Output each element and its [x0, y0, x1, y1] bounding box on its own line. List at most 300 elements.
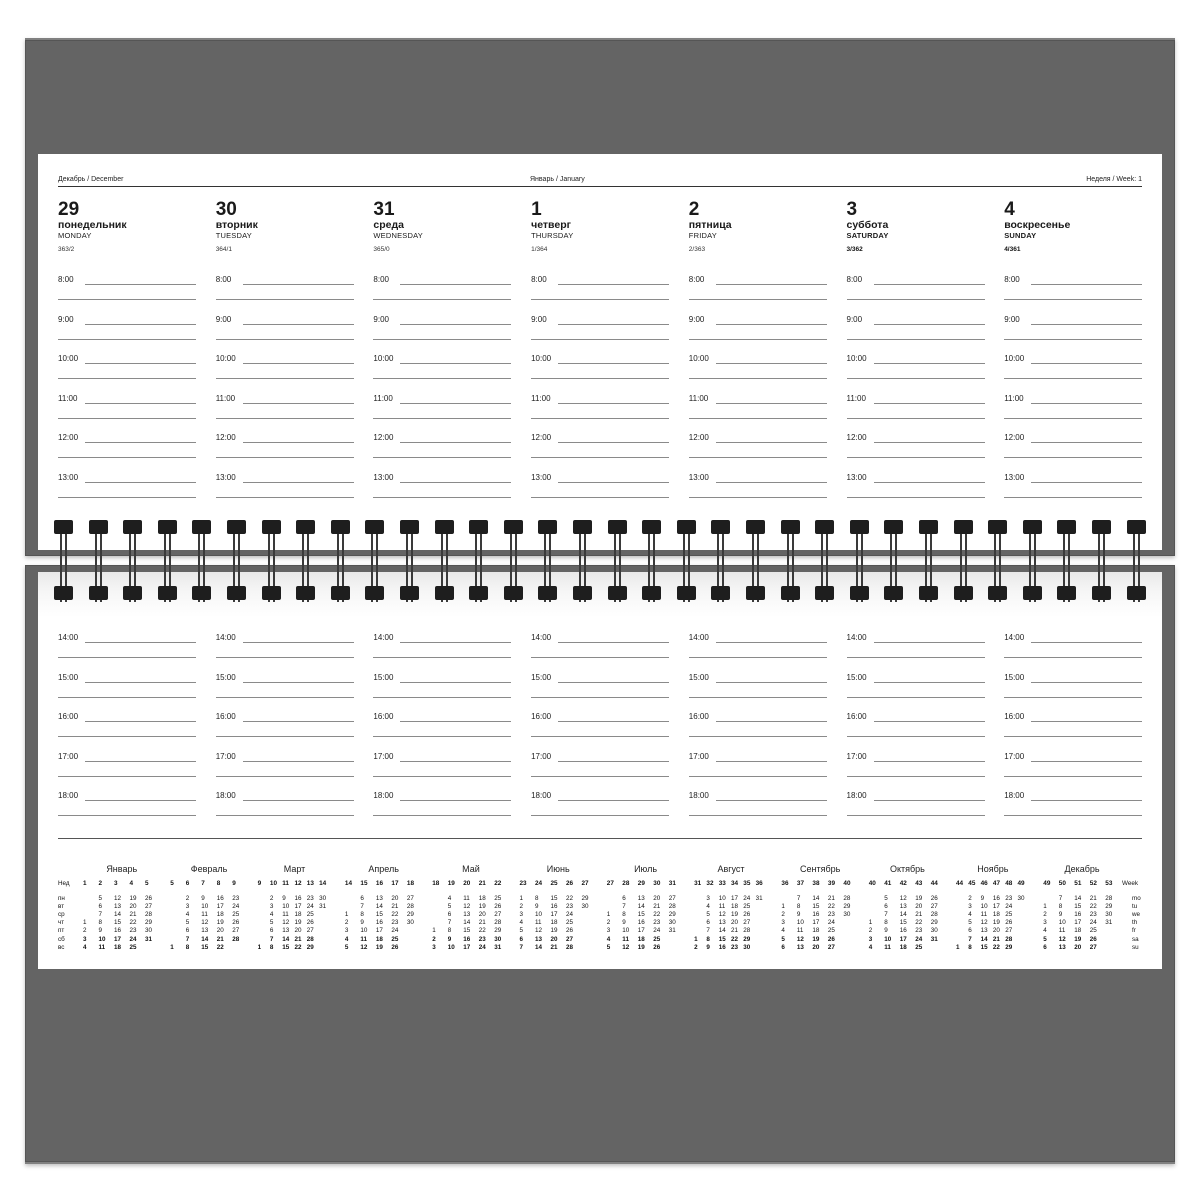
time-slot[interactable] — [373, 394, 511, 434]
time-slot[interactable] — [216, 433, 354, 473]
time-slot[interactable] — [373, 752, 511, 792]
time-label: 18:00 — [215, 791, 236, 800]
time-slot[interactable] — [58, 633, 196, 673]
time-slot[interactable] — [216, 354, 354, 394]
time-slot[interactable] — [847, 433, 985, 473]
week-number: 1 — [83, 880, 87, 887]
calendar-day: 20 — [294, 927, 302, 935]
calendar-day: 15 — [463, 927, 471, 935]
week-number: 31 — [694, 880, 702, 887]
time-slot[interactable] — [373, 673, 511, 713]
time-label: 14:00 — [688, 633, 709, 642]
time-slot[interactable] — [689, 394, 827, 434]
day-of-year-counter: 365/0 — [373, 246, 390, 253]
writing-line — [1004, 657, 1142, 658]
time-slot[interactable] — [847, 673, 985, 713]
binding-ring — [925, 520, 932, 610]
time-slot[interactable] — [1004, 433, 1142, 473]
day-header — [58, 200, 196, 253]
calendar-day: 10 — [622, 927, 630, 935]
time-slot[interactable] — [373, 712, 511, 752]
calendar-day: 26 — [827, 935, 835, 943]
writing-line — [689, 815, 827, 816]
calendar-day: 26 — [1005, 919, 1013, 927]
calendar-day: 2 — [432, 935, 436, 943]
week-number: 13 — [306, 880, 314, 887]
calendar-day: 29 — [581, 895, 589, 902]
calendar-day: 28 — [743, 927, 751, 935]
calendar-day: 12 — [535, 927, 543, 935]
time-slot[interactable] — [847, 315, 985, 355]
calendar-day: 22 — [992, 943, 1000, 951]
time-slot[interactable] — [1004, 315, 1142, 355]
time-slot[interactable] — [531, 394, 669, 434]
time-slot[interactable] — [58, 752, 196, 792]
time-slot[interactable] — [531, 473, 669, 513]
week-number: 9 — [232, 880, 236, 887]
calendar-day: 2 — [185, 895, 190, 902]
calendar-day: 21 — [294, 935, 302, 943]
calendar-day: 18 — [550, 919, 558, 927]
writing-line — [373, 299, 511, 300]
time-slot[interactable] — [531, 752, 669, 792]
time-slot[interactable] — [847, 712, 985, 752]
week-number: 50 — [1058, 880, 1066, 887]
writing-line — [558, 284, 669, 285]
calendar-day: 7 — [968, 935, 972, 943]
time-slot[interactable] — [689, 791, 827, 831]
time-slot[interactable] — [373, 354, 511, 394]
time-slot[interactable] — [847, 394, 985, 434]
time-label: 14:00 — [373, 633, 394, 642]
week-number-label: Неделя / Week: 1 — [1086, 176, 1142, 183]
calendar-day: 14 — [637, 903, 645, 911]
week-number: 22 — [494, 880, 502, 887]
time-slot[interactable] — [216, 752, 354, 792]
writing-line — [1031, 721, 1142, 722]
calendar-day: 30 — [843, 911, 851, 919]
calendar-day: 3 — [519, 911, 524, 919]
week-number: 25 — [550, 880, 558, 887]
calendar-day: 17 — [992, 903, 1000, 911]
time-slot[interactable] — [531, 712, 669, 752]
calendar-day: 14 — [812, 895, 820, 902]
calendar-day: 25 — [494, 895, 502, 902]
time-slot[interactable] — [847, 354, 985, 394]
time-label: 8:00 — [373, 275, 389, 284]
writing-line — [58, 378, 196, 379]
calendar-day: 15 — [718, 935, 726, 943]
week-number: 18 — [406, 880, 414, 887]
calendar-day: 31 — [930, 935, 938, 943]
time-label: 14:00 — [215, 633, 236, 642]
writing-line — [243, 324, 354, 325]
calendar-day: 18 — [637, 935, 645, 943]
week-number: 45 — [968, 880, 976, 887]
time-slot[interactable] — [689, 473, 827, 513]
writing-line — [874, 721, 985, 722]
calendar-day: 13 — [796, 943, 804, 951]
time-slot[interactable] — [531, 354, 669, 394]
calendar-day: 27 — [827, 943, 835, 951]
calendar-day: 20 — [550, 935, 558, 943]
calendar-day: 13 — [637, 895, 645, 902]
calendar-day: 23 — [306, 895, 314, 902]
writing-line — [85, 442, 196, 443]
calendar-day: 16 — [550, 903, 558, 911]
writing-line — [85, 403, 196, 404]
writing-line — [243, 284, 354, 285]
writing-line — [243, 642, 354, 643]
calendar-day: 28 — [232, 935, 240, 943]
calendar-day: 26 — [232, 919, 240, 927]
calendar-day: 28 — [843, 895, 851, 902]
calendar-day: 11 — [796, 927, 804, 935]
calendar-day: 23 — [915, 927, 923, 935]
binding-ring — [268, 520, 275, 610]
time-slot[interactable] — [58, 433, 196, 473]
calendar-day: 22 — [915, 919, 923, 927]
time-slot[interactable] — [689, 354, 827, 394]
time-label: 14:00 — [58, 633, 79, 642]
writing-line — [243, 721, 354, 722]
week-number: 49 — [1043, 880, 1051, 887]
writing-line — [373, 815, 511, 816]
month-name: Сентябрь — [799, 864, 841, 874]
calendar-day: 2 — [344, 919, 349, 927]
time-slot[interactable] — [531, 791, 669, 831]
week-number: 29 — [637, 880, 645, 887]
time-label: 12:00 — [688, 433, 709, 442]
time-slot[interactable] — [216, 712, 354, 752]
week-number: 19 — [447, 880, 455, 887]
calendar-day: 29 — [494, 927, 502, 935]
time-slot[interactable] — [216, 275, 354, 315]
time-slot[interactable] — [216, 633, 354, 673]
calendar-day: 17 — [1074, 919, 1082, 927]
calendar-day: 13 — [1058, 943, 1066, 951]
calendar-day: 1 — [606, 911, 611, 919]
calendar-day: 7 — [1058, 895, 1063, 902]
calendar-day: 14 — [114, 911, 122, 919]
calendar-day: 4 — [606, 935, 611, 943]
time-label: 9:00 — [215, 314, 232, 324]
calendar-day: 20 — [478, 911, 486, 919]
calendar-day: 27 — [668, 895, 676, 902]
week-number: 18 — [432, 880, 440, 887]
time-slot[interactable] — [1004, 673, 1142, 713]
calendar-day: 25 — [827, 927, 835, 935]
writing-line — [1031, 482, 1142, 483]
calendar-day: 4 — [1043, 927, 1047, 935]
calendar-day: 16 — [718, 943, 726, 951]
week-number: 16 — [375, 880, 383, 887]
calendar-day: 21 — [992, 935, 1000, 943]
calendar-day: 12 — [980, 919, 988, 927]
calendar-day: 8 — [622, 911, 626, 919]
calendar-day: 5 — [884, 895, 888, 902]
calendar-day: 12 — [201, 919, 209, 927]
week-number: 35 — [743, 880, 751, 887]
calendar-day: 13 — [980, 927, 988, 935]
writing-line — [85, 324, 196, 325]
calendar-day: 15 — [812, 903, 820, 911]
month-name: Октябрь — [889, 864, 925, 874]
binding-ring — [579, 520, 586, 610]
writing-line — [716, 642, 827, 643]
writing-line — [216, 736, 354, 737]
calendar-day: 11 — [1058, 927, 1066, 935]
time-label: 18:00 — [531, 791, 552, 800]
time-slot[interactable] — [58, 275, 196, 315]
calendar-day: 22 — [653, 911, 661, 919]
time-slot[interactable] — [373, 633, 511, 673]
writing-line — [1031, 642, 1142, 643]
calendar-day: 4 — [519, 919, 524, 927]
writing-line — [558, 363, 669, 364]
calendar-day: 15 — [282, 943, 290, 951]
time-slot[interactable] — [531, 433, 669, 473]
time-slot[interactable] — [689, 275, 827, 315]
time-slot[interactable] — [58, 315, 196, 355]
time-label: 15:00 — [373, 672, 394, 682]
time-slot[interactable] — [1004, 633, 1142, 673]
time-slot[interactable] — [531, 673, 669, 713]
time-label: 15:00 — [846, 672, 867, 682]
calendar-day: 17 — [550, 911, 558, 919]
weekday-label-ru: ср — [58, 911, 65, 919]
writing-line — [689, 776, 827, 777]
calendar-day: 5 — [98, 895, 103, 902]
calendar-day: 23 — [232, 895, 240, 902]
time-slot[interactable] — [689, 433, 827, 473]
calendar-day: 19 — [129, 895, 137, 902]
prev-month-label: Декабрь / December — [58, 176, 124, 183]
writing-line — [1004, 299, 1142, 300]
time-slot[interactable] — [847, 791, 985, 831]
time-slot[interactable] — [373, 791, 511, 831]
time-slot[interactable] — [58, 791, 196, 831]
time-label: 10:00 — [1004, 354, 1025, 363]
time-label: 15:00 — [688, 672, 709, 682]
calendar-day: 25 — [1005, 911, 1013, 919]
time-slot[interactable] — [58, 673, 196, 713]
calendar-day: 9 — [796, 911, 801, 919]
writing-line — [689, 657, 827, 658]
calendar-day: 21 — [653, 903, 661, 911]
time-slot[interactable] — [216, 673, 354, 713]
day-name-en: TUESDAY — [215, 231, 252, 240]
week-number: 23 — [519, 880, 527, 887]
time-label: 10:00 — [846, 354, 867, 363]
day-number: 31 — [373, 199, 395, 220]
writing-line — [243, 482, 354, 483]
binding-ring — [302, 520, 309, 610]
time-slot[interactable] — [689, 633, 827, 673]
calendar-day: 28 — [145, 911, 153, 919]
calendar-day: 8 — [447, 927, 452, 935]
time-slot[interactable] — [847, 633, 985, 673]
calendar-day: 16 — [992, 895, 1000, 902]
calendar-day: 27 — [306, 927, 314, 935]
calendar-day: 1 — [257, 943, 262, 951]
time-slot[interactable] — [58, 394, 196, 434]
calendar-day: 22 — [129, 919, 137, 927]
time-label: 12:00 — [215, 433, 236, 442]
writing-line — [58, 776, 196, 777]
day-name-en: THURSDAY — [531, 231, 574, 240]
calendar-day: 24 — [478, 943, 486, 951]
time-slot[interactable] — [58, 473, 196, 513]
time-label: 14:00 — [846, 633, 867, 642]
calendar-day: 18 — [899, 943, 907, 951]
time-label: 12:00 — [58, 433, 79, 442]
time-label: 8:00 — [58, 275, 74, 284]
time-slot[interactable] — [1004, 712, 1142, 752]
time-slot[interactable] — [373, 433, 511, 473]
calendar-day: 6 — [185, 927, 190, 935]
day-name-ru: пятница — [688, 219, 732, 231]
writing-line — [1004, 736, 1142, 737]
binding-ring — [233, 520, 240, 610]
writing-line — [847, 697, 985, 698]
time-slot[interactable] — [58, 354, 196, 394]
writing-line — [85, 761, 196, 762]
calendar-day: 17 — [731, 895, 739, 902]
calendar-day: 29 — [743, 935, 751, 943]
time-slot[interactable] — [531, 275, 669, 315]
day-header — [847, 200, 985, 253]
writing-line — [373, 657, 511, 658]
calendar-day: 28 — [406, 903, 414, 911]
time-slot[interactable] — [58, 712, 196, 752]
calendar-day: 16 — [1074, 911, 1082, 919]
calendar-day: 20 — [1074, 943, 1082, 951]
week-number: 24 — [535, 880, 543, 887]
binding-ring — [164, 520, 171, 610]
calendar-day: 15 — [980, 943, 988, 951]
writing-line — [373, 339, 511, 340]
time-label: 16:00 — [1004, 712, 1025, 721]
calendar-day: 16 — [114, 927, 122, 935]
calendar-day: 5 — [269, 919, 274, 927]
time-slot[interactable] — [216, 473, 354, 513]
day-number: 1 — [531, 199, 542, 220]
time-slot[interactable] — [847, 752, 985, 792]
day-name-en: WEDNESDAY — [373, 231, 423, 240]
time-label: 17:00 — [531, 751, 552, 761]
writing-line — [531, 497, 669, 498]
calendar-day: 5 — [968, 919, 972, 927]
calendar-day: 6 — [360, 895, 364, 902]
time-label: 12:00 — [531, 433, 552, 442]
calendar-day: 20 — [129, 903, 137, 911]
time-slot[interactable] — [216, 394, 354, 434]
time-label: 11:00 — [531, 393, 551, 403]
calendar-day: 8 — [360, 911, 364, 919]
time-slot[interactable] — [689, 712, 827, 752]
time-slot[interactable] — [1004, 473, 1142, 513]
calendar-day: 19 — [375, 943, 383, 951]
binding-ring — [1063, 520, 1070, 610]
weekday-label-en: su — [1132, 943, 1139, 951]
time-slot[interactable] — [847, 275, 985, 315]
binding-ring — [510, 520, 517, 610]
time-label: 13:00 — [531, 472, 552, 482]
time-slot[interactable] — [373, 473, 511, 513]
calendar-day: 6 — [706, 919, 710, 927]
time-slot[interactable] — [689, 752, 827, 792]
time-slot[interactable] — [689, 315, 827, 355]
calendar-day: 21 — [731, 927, 739, 935]
week-number: 30 — [653, 880, 661, 887]
week-number: 41 — [884, 880, 892, 887]
calendar-day: 10 — [796, 919, 804, 927]
writing-line — [373, 378, 511, 379]
writing-line — [373, 736, 511, 737]
writing-line — [531, 736, 669, 737]
writing-line — [1004, 378, 1142, 379]
calendar-day: 23 — [478, 935, 486, 943]
calendar-day: 13 — [718, 919, 726, 927]
writing-line — [216, 457, 354, 458]
calendar-day: 9 — [98, 927, 103, 935]
time-slot[interactable] — [1004, 354, 1142, 394]
calendar-day: 24 — [915, 935, 923, 943]
calendar-day: 3 — [269, 903, 274, 911]
time-label: 11:00 — [373, 393, 393, 403]
day-name-ru: вторник — [215, 219, 258, 231]
writing-line — [558, 682, 669, 683]
time-slot[interactable] — [531, 633, 669, 673]
calendar-day: 17 — [216, 903, 224, 911]
time-slot[interactable] — [1004, 752, 1142, 792]
week-number: 52 — [1089, 880, 1097, 887]
time-slot[interactable] — [531, 315, 669, 355]
writing-line — [216, 299, 354, 300]
writing-line — [531, 457, 669, 458]
writing-line — [58, 299, 196, 300]
time-slot[interactable] — [216, 791, 354, 831]
calendar-day: 16 — [812, 911, 820, 919]
calendar-day: 9 — [622, 919, 626, 927]
time-slot[interactable] — [689, 673, 827, 713]
time-slot[interactable] — [847, 473, 985, 513]
time-slot[interactable] — [373, 315, 511, 355]
time-slot[interactable] — [1004, 394, 1142, 434]
time-slot[interactable] — [1004, 275, 1142, 315]
calendar-day: 17 — [899, 935, 907, 943]
calendar-day: 22 — [478, 927, 486, 935]
calendar-day: 30 — [1017, 895, 1025, 902]
calendar-day: 19 — [550, 927, 558, 935]
week-number: 8 — [216, 880, 221, 887]
calendar-day: 22 — [731, 935, 739, 943]
time-label: 11:00 — [215, 393, 236, 403]
calendar-day: 16 — [463, 935, 471, 943]
time-slot[interactable] — [373, 275, 511, 315]
calendar-day: 25 — [129, 943, 137, 951]
time-label: 14:00 — [531, 633, 552, 642]
week-number: 53 — [1105, 880, 1113, 887]
time-label: 9:00 — [58, 314, 74, 324]
time-slot[interactable] — [1004, 791, 1142, 831]
writing-line — [1004, 697, 1142, 698]
time-label: 17:00 — [373, 751, 394, 761]
time-label: 13:00 — [58, 472, 79, 482]
day-number: 3 — [846, 199, 858, 220]
time-slot[interactable] — [216, 315, 354, 355]
